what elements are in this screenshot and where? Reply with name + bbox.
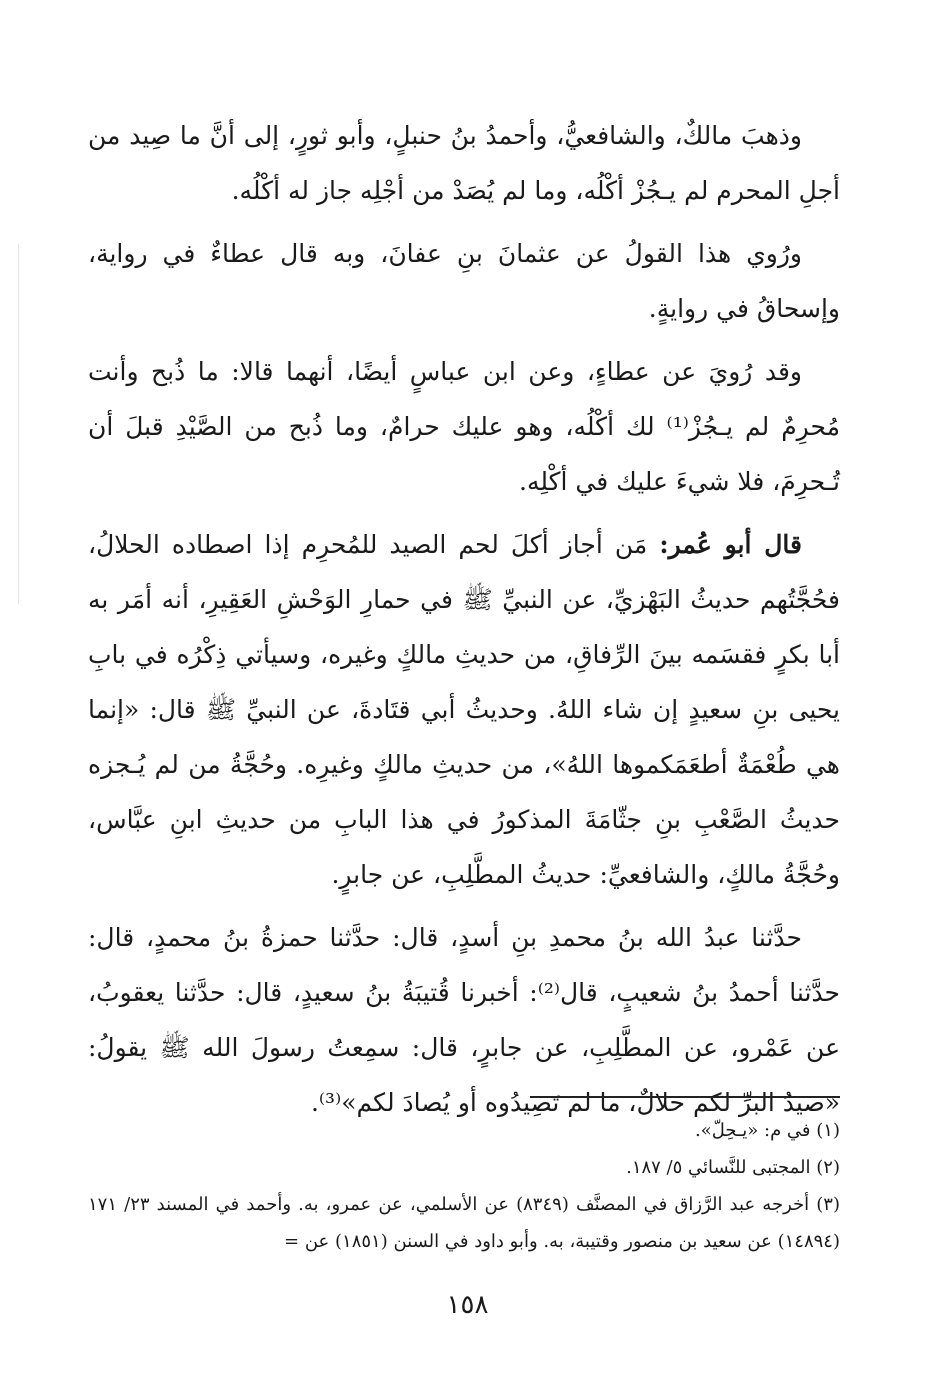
page-body [88, 108, 840, 1138]
paragraph-5-text: حدَّثنا عبدُ الله بنُ محمدِ بنِ أسدٍ، قال: حدَّثنا حمزةُ بنُ محمدٍ، قال: حدَّثنا أحمدُ بنُ شعيبٍ، قال⁽²⁾: أخبرنا قُتيبَةُ بنُ سعيدٍ، قال: حدَّثنا يعقوبُ، عن عَمْرو، عن المطَّلِبِ، عن جابرٍ، قال: سمِعتُ رسولَ الله ﷺ يقولُ: «صيدُ البرِّ لكم حلالٌ، ما لم تَصِيدُوه أو يُصادَ لكم»⁽³⁾. [88, 923, 840, 1117]
page-number: ١٥٨ [446, 1290, 489, 1320]
paragraph-3-text: وقد رُويَ عن عطاءٍ، وعن ابن عباسٍ أيضًا، أنهما قالا: ما ذُبح وأنت مُحرِمٌ لم يـجُزْ⁽¹⁾ لك أكْلُه، وهو عليك حرامٌ، وما ذُبح من الصَّيْدِ قبلَ أن تُـحرِمَ، فلا شيءَ عليك في أكْلِه. [88, 357, 840, 496]
paragraph-4-text: مَن أجاز أكلَ لحم الصيد للمُحرِم إذا اصطاده الحلالُ، فحُجَّتُهم حديثُ البَهْزيِّ، عن النبيِّ ﷺ في حمارِ الوَحْشِ العَقِيرِ، أنه أمَر به أبا بكرٍ فقسَمه بينَ الرِّفاقِ، من حديثِ مالكٍ وغيره، وسيأتي ذِكْرُه في بابِ يحيى بنِ سعيدٍ إن شاء اللهُ. وحديثُ أبي قتَادةَ، عن النبيِّ ﷺ قال: «إنما هي طُعْمَةٌ أطعَمَكموها اللهُ»، من حديثِ مالكٍ وغيرِه. وحُجَّةُ من لم يُـجزه حديثُ الصَّعْبِ بنِ جثّامَةَ المذكورُ في هذا البابِ من حديثِ ابنِ عبَّاس، وحُجَّةُ مالكٍ، والشافعيِّ: حديثُ المطَّلِبِ، عن جابرٍ. [88, 530, 840, 889]
paragraph-2 [88, 226, 840, 336]
footnote-divider [530, 1096, 840, 1098]
paragraph-4-lead: قال أبو عُمر: [659, 530, 802, 559]
footnote-1: (١) في م: «يـحِلّ». [695, 1120, 840, 1141]
paragraph-3 [88, 344, 840, 509]
paragraph-4 [88, 517, 840, 902]
footnote-3: (٣) أخرجه عبد الرَّزاق في المصنَّف (٨٣٤٩) عن الأسلمي، عن عمرو، به. وأحمد في المسند ٢٣/ ١٧١ (١٤٨٩٤) عن سعيد بن منصور وقتيبة، به. وأبو داود في السنن (١٨٥١) عن = [88, 1194, 840, 1252]
paragraph-1-text: وذهبَ مالكٌ، والشافعيُّ، وأحمدُ بنُ حنبلٍ، وأبو ثورٍ، إلى أنَّ ما صِيد من أجلِ المحرم لم يـجُزْ أكْلُه، وما لم يُصَدْ من أجْلِه جاز له أكْلُه. [88, 121, 840, 205]
paragraph-1 [88, 108, 840, 218]
paragraph-2-text: ورُوي هذا القولُ عن عثمانَ بنِ عفانَ، وبه قال عطاءٌ في رواية، وإسحاقُ في روايةٍ. [88, 239, 840, 323]
footnote-2: (٢) المجتبى للنَّسائي ٥/ ١٨٧. [626, 1157, 840, 1178]
footnotes [88, 1112, 840, 1260]
scan-margin-shadow [18, 244, 19, 604]
